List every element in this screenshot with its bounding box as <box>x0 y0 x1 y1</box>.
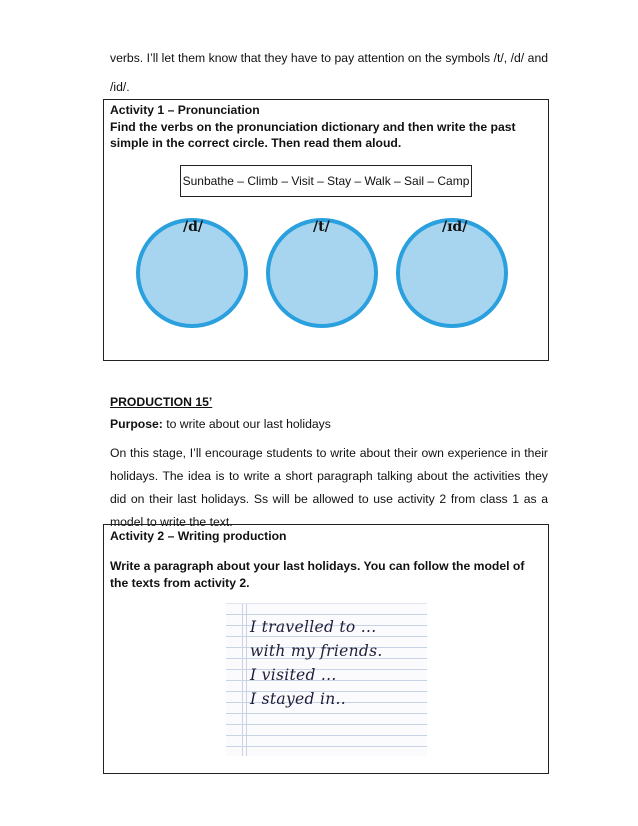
notebook-image <box>226 603 427 756</box>
intro-text <box>110 47 548 99</box>
symbol-d: /d/ <box>183 219 204 235</box>
activity-2-instruction: Write a paragraph about your last holidays. You can follow the model of the texts from activity 2. <box>110 559 525 590</box>
notebook-line-3: I visited ... <box>250 666 337 684</box>
notebook-margin-line <box>242 604 243 756</box>
activity-1-instruction: Find the verbs on the pronunciation dictionary and then write the past simple in the correct circle. Then read them aloud. <box>110 119 516 150</box>
symbol-id: /ɪd/ <box>442 219 468 235</box>
intro-line-1: verbs. I’ll let them know that they have to pay attention on the symbols /t/, /d/ and <box>110 51 548 65</box>
activity-1-title: Activity 1 – Pronunciation <box>110 103 260 117</box>
symbol-t: /t/ <box>313 219 330 235</box>
activity-1-header <box>110 102 542 152</box>
notebook-line-2: with my friends. <box>250 642 383 660</box>
purpose-label: Purpose: <box>110 417 163 431</box>
production-paragraph: On this stage, I’ll encourage students to write about their own experience in their holidays. The idea is to write a short paragraph talking about the activities they did on their last holidays. Ss will be allowed to use activity 2 from class 1 as a model to write the text. <box>110 446 548 529</box>
intro-line-2: /id/. <box>110 80 130 94</box>
notebook-margin-line-2 <box>246 604 247 756</box>
production-heading: PRODUCTION 15’ <box>110 395 213 409</box>
verb-list-box: Sunbathe – Climb – Visit – Stay – Walk – Sail – Camp <box>180 165 472 197</box>
activity-2-title: Activity 2 – Writing production <box>110 529 287 543</box>
purpose-line <box>110 413 548 436</box>
notebook-line-1: I travelled to ... <box>250 618 377 636</box>
notebook-line-4: I stayed in.. <box>250 690 346 708</box>
purpose-text: to write about our last holidays <box>162 417 331 431</box>
